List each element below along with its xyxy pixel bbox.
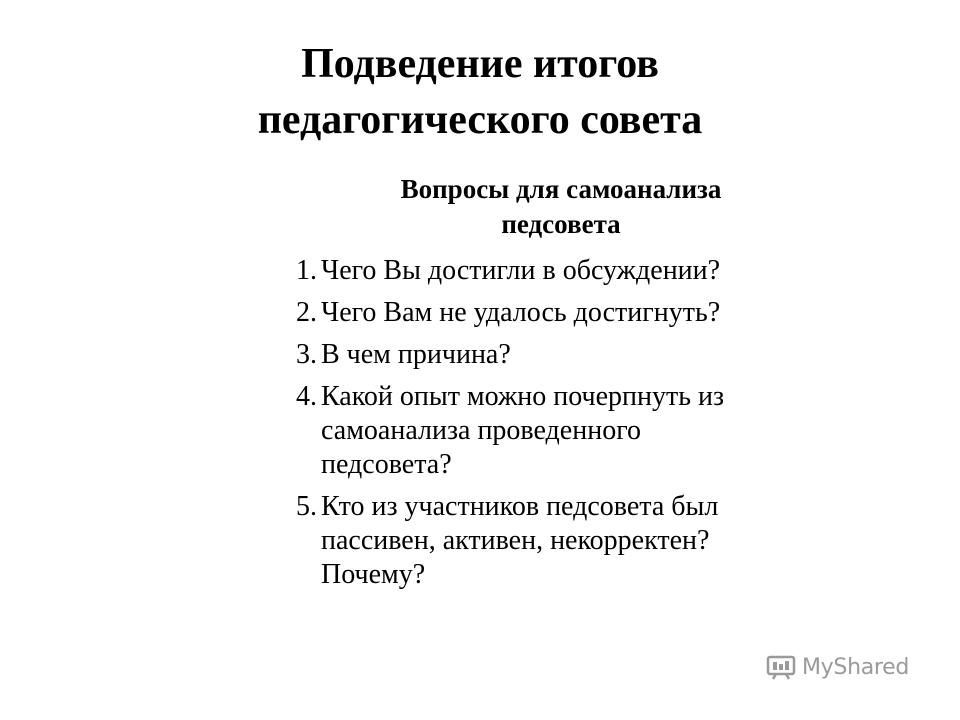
question-text-line: Какой опыт можно почерпнуть из [321,381,725,412]
question-text-line: Чего Вы достигли в обсуждении? [321,255,721,286]
myshared-watermark [766,654,909,680]
question-text [321,296,856,330]
question-text [321,254,856,288]
question-text-line: Почему? [321,559,426,590]
questions-heading [296,172,826,242]
question-item-1 [296,254,856,288]
question-number: 1. [296,255,317,286]
questions-list [296,254,856,592]
question-text-line: педсовета? [321,449,452,480]
question-text [321,338,856,372]
question-text-line: В чем причина? [321,339,511,370]
question-text-line: пассивен, активен, некорректен? [321,525,710,556]
slide-title-line-1: Подведение итогов [301,41,659,87]
question-number: 2. [296,297,317,328]
question-text [321,490,856,592]
question-number: 3. [296,339,317,370]
question-item-2 [296,296,856,330]
question-text-line: самоанализа проведенного [321,415,641,446]
questions-heading-line-1: Вопросы для самоанализа [400,174,722,204]
question-text-line: Кто из участников педсовета был [321,491,719,522]
myshared-logo-icon [766,654,796,680]
question-item-5 [296,490,856,592]
slide-title [0,36,960,148]
question-number: 4. [296,381,317,412]
question-text-line: Чего Вам не удалось достигнуть? [321,297,721,328]
question-item-4 [296,380,856,482]
questions-heading-line-2: педсовета [501,209,621,239]
slide-content [296,172,856,600]
question-number: 5. [296,491,317,522]
slide-title-line-2: педагогического совета [257,97,703,143]
question-text [321,380,856,482]
watermark-text: MyShared [802,654,910,680]
question-item-3 [296,338,856,372]
